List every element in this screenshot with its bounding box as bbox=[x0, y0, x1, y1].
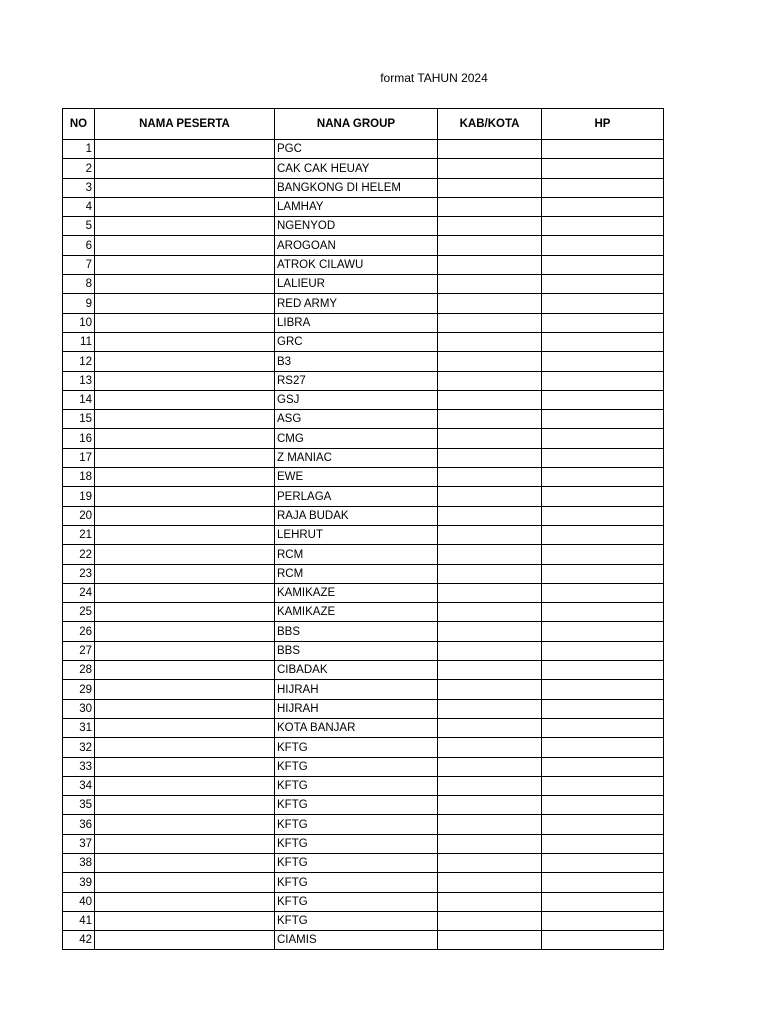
table-row bbox=[63, 294, 664, 313]
table-row bbox=[63, 757, 664, 776]
cell-no: 22 bbox=[63, 545, 95, 564]
cell-nana-group: KFTG bbox=[275, 892, 438, 911]
table-row bbox=[63, 622, 664, 641]
cell-nana-group: EWE bbox=[275, 468, 438, 487]
cell-hp bbox=[542, 255, 664, 274]
header-hp: HP bbox=[542, 109, 664, 140]
cell-hp bbox=[542, 410, 664, 429]
cell-hp bbox=[542, 140, 664, 159]
cell-nana-group: AROGOAN bbox=[275, 236, 438, 255]
cell-nama-peserta bbox=[95, 892, 275, 911]
cell-nana-group: KFTG bbox=[275, 853, 438, 872]
table-row bbox=[63, 352, 664, 371]
cell-kab-kota bbox=[438, 603, 542, 622]
cell-nana-group: PGC bbox=[275, 140, 438, 159]
cell-kab-kota bbox=[438, 583, 542, 602]
cell-hp bbox=[542, 448, 664, 467]
cell-nama-peserta bbox=[95, 661, 275, 680]
table-row bbox=[63, 853, 664, 872]
cell-nama-peserta bbox=[95, 313, 275, 332]
cell-nana-group: LEHRUT bbox=[275, 525, 438, 544]
table-row bbox=[63, 738, 664, 757]
table-row bbox=[63, 776, 664, 795]
cell-kab-kota bbox=[438, 159, 542, 178]
cell-hp bbox=[542, 796, 664, 815]
cell-nama-peserta bbox=[95, 834, 275, 853]
cell-hp bbox=[542, 371, 664, 390]
table-row bbox=[63, 390, 664, 409]
cell-nana-group: GSJ bbox=[275, 390, 438, 409]
cell-nama-peserta bbox=[95, 390, 275, 409]
cell-nana-group: B3 bbox=[275, 352, 438, 371]
cell-nama-peserta bbox=[95, 738, 275, 757]
cell-nama-peserta bbox=[95, 429, 275, 448]
table-row bbox=[63, 641, 664, 660]
cell-nama-peserta bbox=[95, 776, 275, 795]
cell-nama-peserta bbox=[95, 873, 275, 892]
cell-hp bbox=[542, 159, 664, 178]
cell-hp bbox=[542, 892, 664, 911]
table-row bbox=[63, 371, 664, 390]
cell-nama-peserta bbox=[95, 236, 275, 255]
cell-no: 10 bbox=[63, 313, 95, 332]
header-kab-kota: KAB/KOTA bbox=[438, 109, 542, 140]
cell-no: 38 bbox=[63, 853, 95, 872]
page-title: format TAHUN 2024 bbox=[380, 71, 488, 85]
cell-no: 40 bbox=[63, 892, 95, 911]
cell-nana-group: KFTG bbox=[275, 815, 438, 834]
cell-hp bbox=[542, 390, 664, 409]
table-row bbox=[63, 564, 664, 583]
header-nana-group: NANA GROUP bbox=[275, 109, 438, 140]
cell-hp bbox=[542, 352, 664, 371]
cell-nana-group: KOTA BANJAR bbox=[275, 718, 438, 737]
table-row bbox=[63, 275, 664, 294]
table-row bbox=[63, 834, 664, 853]
cell-no: 14 bbox=[63, 390, 95, 409]
cell-kab-kota bbox=[438, 757, 542, 776]
cell-kab-kota bbox=[438, 178, 542, 197]
cell-no: 35 bbox=[63, 796, 95, 815]
cell-hp bbox=[542, 873, 664, 892]
cell-no: 39 bbox=[63, 873, 95, 892]
cell-kab-kota bbox=[438, 776, 542, 795]
cell-kab-kota bbox=[438, 468, 542, 487]
table-row bbox=[63, 603, 664, 622]
table-row bbox=[63, 545, 664, 564]
cell-nana-group: KFTG bbox=[275, 873, 438, 892]
cell-nana-group: KAMIKAZE bbox=[275, 603, 438, 622]
cell-nama-peserta bbox=[95, 178, 275, 197]
cell-kab-kota bbox=[438, 699, 542, 718]
cell-no: 1 bbox=[63, 140, 95, 159]
cell-kab-kota bbox=[438, 718, 542, 737]
cell-no: 4 bbox=[63, 197, 95, 216]
cell-kab-kota bbox=[438, 641, 542, 660]
cell-nama-peserta bbox=[95, 603, 275, 622]
cell-no: 19 bbox=[63, 487, 95, 506]
cell-no: 23 bbox=[63, 564, 95, 583]
cell-hp bbox=[542, 217, 664, 236]
cell-kab-kota bbox=[438, 911, 542, 930]
cell-nama-peserta bbox=[95, 468, 275, 487]
cell-kab-kota bbox=[438, 815, 542, 834]
cell-nama-peserta bbox=[95, 718, 275, 737]
table-row bbox=[63, 448, 664, 467]
cell-no: 36 bbox=[63, 815, 95, 834]
cell-nana-group: LALIEUR bbox=[275, 275, 438, 294]
cell-kab-kota bbox=[438, 140, 542, 159]
cell-nama-peserta bbox=[95, 140, 275, 159]
cell-nama-peserta bbox=[95, 796, 275, 815]
cell-hp bbox=[542, 178, 664, 197]
cell-nama-peserta bbox=[95, 931, 275, 950]
cell-hp bbox=[542, 699, 664, 718]
cell-no: 3 bbox=[63, 178, 95, 197]
cell-kab-kota bbox=[438, 525, 542, 544]
cell-kab-kota bbox=[438, 892, 542, 911]
cell-kab-kota bbox=[438, 197, 542, 216]
cell-nama-peserta bbox=[95, 525, 275, 544]
cell-hp bbox=[542, 911, 664, 930]
cell-nana-group: HIJRAH bbox=[275, 680, 438, 699]
cell-kab-kota bbox=[438, 236, 542, 255]
cell-no: 34 bbox=[63, 776, 95, 795]
cell-kab-kota bbox=[438, 390, 542, 409]
table-row bbox=[63, 661, 664, 680]
cell-no: 11 bbox=[63, 332, 95, 351]
cell-nana-group: Z MANIAC bbox=[275, 448, 438, 467]
cell-nama-peserta bbox=[95, 294, 275, 313]
cell-hp bbox=[542, 853, 664, 872]
table-row bbox=[63, 178, 664, 197]
cell-nama-peserta bbox=[95, 699, 275, 718]
cell-hp bbox=[542, 294, 664, 313]
cell-nana-group: RCM bbox=[275, 545, 438, 564]
table-row bbox=[63, 892, 664, 911]
cell-nama-peserta bbox=[95, 217, 275, 236]
table-body bbox=[63, 140, 664, 950]
cell-hp bbox=[542, 236, 664, 255]
cell-hp bbox=[542, 622, 664, 641]
cell-hp bbox=[542, 275, 664, 294]
cell-no: 31 bbox=[63, 718, 95, 737]
cell-hp bbox=[542, 197, 664, 216]
cell-nama-peserta bbox=[95, 641, 275, 660]
cell-nana-group: RAJA BUDAK bbox=[275, 506, 438, 525]
cell-hp bbox=[542, 718, 664, 737]
cell-kab-kota bbox=[438, 834, 542, 853]
cell-kab-kota bbox=[438, 429, 542, 448]
cell-nana-group: PERLAGA bbox=[275, 487, 438, 506]
cell-hp bbox=[542, 564, 664, 583]
cell-kab-kota bbox=[438, 217, 542, 236]
cell-nana-group: NGENYOD bbox=[275, 217, 438, 236]
cell-nana-group: KFTG bbox=[275, 738, 438, 757]
table-row bbox=[63, 429, 664, 448]
cell-nama-peserta bbox=[95, 487, 275, 506]
cell-kab-kota bbox=[438, 313, 542, 332]
table-row bbox=[63, 680, 664, 699]
cell-nana-group: BBS bbox=[275, 622, 438, 641]
cell-nama-peserta bbox=[95, 197, 275, 216]
cell-nana-group: CIAMIS bbox=[275, 931, 438, 950]
cell-kab-kota bbox=[438, 873, 542, 892]
table-row bbox=[63, 815, 664, 834]
cell-hp bbox=[542, 641, 664, 660]
cell-no: 26 bbox=[63, 622, 95, 641]
table-row bbox=[63, 236, 664, 255]
cell-no: 33 bbox=[63, 757, 95, 776]
cell-nana-group: RS27 bbox=[275, 371, 438, 390]
cell-hp bbox=[542, 487, 664, 506]
cell-nama-peserta bbox=[95, 853, 275, 872]
cell-kab-kota bbox=[438, 796, 542, 815]
cell-kab-kota bbox=[438, 545, 542, 564]
cell-hp bbox=[542, 429, 664, 448]
cell-no: 15 bbox=[63, 410, 95, 429]
cell-no: 5 bbox=[63, 217, 95, 236]
cell-no: 6 bbox=[63, 236, 95, 255]
cell-nana-group: ATROK CILAWU bbox=[275, 255, 438, 274]
cell-nama-peserta bbox=[95, 815, 275, 834]
table-row bbox=[63, 699, 664, 718]
cell-hp bbox=[542, 776, 664, 795]
cell-kab-kota bbox=[438, 564, 542, 583]
table-row bbox=[63, 873, 664, 892]
cell-no: 20 bbox=[63, 506, 95, 525]
cell-no: 25 bbox=[63, 603, 95, 622]
table-row bbox=[63, 525, 664, 544]
cell-hp bbox=[542, 583, 664, 602]
cell-hp bbox=[542, 931, 664, 950]
header-nama-peserta: NAMA PESERTA bbox=[95, 109, 275, 140]
cell-hp bbox=[542, 815, 664, 834]
cell-kab-kota bbox=[438, 352, 542, 371]
cell-nama-peserta bbox=[95, 255, 275, 274]
cell-no: 2 bbox=[63, 159, 95, 178]
cell-kab-kota bbox=[438, 931, 542, 950]
cell-nana-group: KFTG bbox=[275, 757, 438, 776]
cell-nama-peserta bbox=[95, 332, 275, 351]
cell-nana-group: RED ARMY bbox=[275, 294, 438, 313]
header-no: NO bbox=[63, 109, 95, 140]
cell-hp bbox=[542, 332, 664, 351]
cell-nana-group: RCM bbox=[275, 564, 438, 583]
participant-table bbox=[62, 108, 664, 950]
cell-no: 24 bbox=[63, 583, 95, 602]
cell-hp bbox=[542, 313, 664, 332]
cell-hp bbox=[542, 506, 664, 525]
cell-hp bbox=[542, 834, 664, 853]
cell-no: 16 bbox=[63, 429, 95, 448]
table-row bbox=[63, 506, 664, 525]
table-row bbox=[63, 583, 664, 602]
cell-no: 21 bbox=[63, 525, 95, 544]
cell-kab-kota bbox=[438, 661, 542, 680]
cell-hp bbox=[542, 545, 664, 564]
cell-nana-group: CMG bbox=[275, 429, 438, 448]
cell-nama-peserta bbox=[95, 757, 275, 776]
cell-kab-kota bbox=[438, 371, 542, 390]
cell-no: 13 bbox=[63, 371, 95, 390]
cell-nama-peserta bbox=[95, 410, 275, 429]
table-row bbox=[63, 911, 664, 930]
cell-nama-peserta bbox=[95, 159, 275, 178]
cell-nama-peserta bbox=[95, 371, 275, 390]
cell-nana-group: KFTG bbox=[275, 796, 438, 815]
cell-hp bbox=[542, 468, 664, 487]
cell-nana-group: ASG bbox=[275, 410, 438, 429]
cell-nama-peserta bbox=[95, 506, 275, 525]
cell-no: 41 bbox=[63, 911, 95, 930]
cell-hp bbox=[542, 661, 664, 680]
cell-nama-peserta bbox=[95, 352, 275, 371]
table-row bbox=[63, 159, 664, 178]
cell-kab-kota bbox=[438, 255, 542, 274]
cell-kab-kota bbox=[438, 738, 542, 757]
cell-nana-group: HIJRAH bbox=[275, 699, 438, 718]
cell-kab-kota bbox=[438, 853, 542, 872]
cell-nama-peserta bbox=[95, 583, 275, 602]
table-row bbox=[63, 255, 664, 274]
cell-hp bbox=[542, 603, 664, 622]
cell-kab-kota bbox=[438, 294, 542, 313]
cell-nana-group: LIBRA bbox=[275, 313, 438, 332]
cell-nana-group: KFTG bbox=[275, 834, 438, 853]
cell-nama-peserta bbox=[95, 622, 275, 641]
table-header-row bbox=[63, 109, 664, 140]
cell-hp bbox=[542, 525, 664, 544]
cell-nana-group: GRC bbox=[275, 332, 438, 351]
cell-nama-peserta bbox=[95, 564, 275, 583]
cell-nama-peserta bbox=[95, 545, 275, 564]
cell-no: 12 bbox=[63, 352, 95, 371]
table-row bbox=[63, 217, 664, 236]
cell-no: 17 bbox=[63, 448, 95, 467]
cell-kab-kota bbox=[438, 506, 542, 525]
cell-no: 8 bbox=[63, 275, 95, 294]
cell-nana-group: BBS bbox=[275, 641, 438, 660]
cell-nana-group: KFTG bbox=[275, 911, 438, 930]
cell-kab-kota bbox=[438, 410, 542, 429]
table-row bbox=[63, 313, 664, 332]
cell-nana-group: KAMIKAZE bbox=[275, 583, 438, 602]
table-row bbox=[63, 197, 664, 216]
cell-hp bbox=[542, 680, 664, 699]
cell-no: 28 bbox=[63, 661, 95, 680]
cell-nama-peserta bbox=[95, 680, 275, 699]
cell-nana-group: CAK CAK HEUAY bbox=[275, 159, 438, 178]
table-row bbox=[63, 332, 664, 351]
cell-hp bbox=[542, 757, 664, 776]
cell-nama-peserta bbox=[95, 911, 275, 930]
table-row bbox=[63, 410, 664, 429]
cell-kab-kota bbox=[438, 487, 542, 506]
table-row bbox=[63, 796, 664, 815]
cell-nama-peserta bbox=[95, 275, 275, 294]
table-row bbox=[63, 468, 664, 487]
table-row bbox=[63, 931, 664, 950]
cell-hp bbox=[542, 738, 664, 757]
table-row bbox=[63, 140, 664, 159]
cell-no: 7 bbox=[63, 255, 95, 274]
table-row bbox=[63, 718, 664, 737]
cell-kab-kota bbox=[438, 448, 542, 467]
cell-no: 42 bbox=[63, 931, 95, 950]
cell-nana-group: BANGKONG DI HELEM bbox=[275, 178, 438, 197]
cell-no: 30 bbox=[63, 699, 95, 718]
cell-no: 18 bbox=[63, 468, 95, 487]
cell-kab-kota bbox=[438, 332, 542, 351]
cell-kab-kota bbox=[438, 275, 542, 294]
cell-no: 32 bbox=[63, 738, 95, 757]
cell-nama-peserta bbox=[95, 448, 275, 467]
table-row bbox=[63, 487, 664, 506]
cell-no: 29 bbox=[63, 680, 95, 699]
cell-no: 37 bbox=[63, 834, 95, 853]
cell-kab-kota bbox=[438, 622, 542, 641]
cell-kab-kota bbox=[438, 680, 542, 699]
cell-no: 9 bbox=[63, 294, 95, 313]
cell-nana-group: LAMHAY bbox=[275, 197, 438, 216]
cell-nana-group: KFTG bbox=[275, 776, 438, 795]
cell-nana-group: CIBADAK bbox=[275, 661, 438, 680]
cell-no: 27 bbox=[63, 641, 95, 660]
